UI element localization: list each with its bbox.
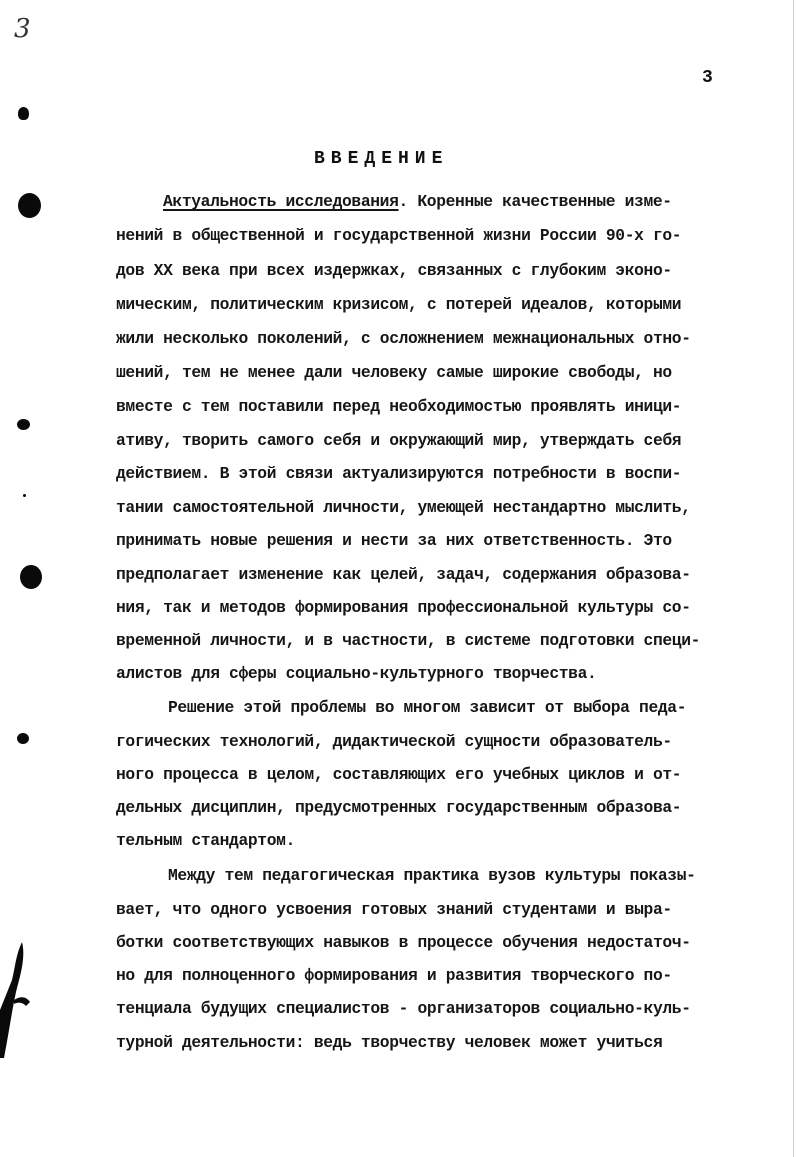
text-line: дельных дисциплин, предусмотренных государственным образова- <box>116 798 682 817</box>
page-edge-line <box>793 0 794 1157</box>
text-line: вместе с тем поставили перед необходимостью проявлять иници- <box>116 397 682 416</box>
text-line: ативу, творить самого себя и окружающий мир, утверждать себя <box>116 431 682 450</box>
binder-hole <box>20 565 42 589</box>
text-line: Между тем педагогическая практика вузов культуры показы- <box>168 866 696 885</box>
text-line: гогических технологий, дидактической сущности образователь- <box>116 732 672 751</box>
text-line: тенциала будущих специалистов - организаторов социально-куль- <box>116 999 691 1018</box>
text-line: тании самостоятельной личности, умеющей нестандартно мыслить, <box>116 498 691 517</box>
text-line: временной личности, и в частности, в системе подготовки специ- <box>116 631 701 650</box>
binder-hole-mark <box>18 107 29 120</box>
text-line: жили несколько поколений, с осложнением межнациональных отно- <box>116 329 691 348</box>
text-line: Актуальность исследования. Коренные качественные изме- <box>163 192 672 211</box>
text-line: мическим, политическим кризисом, с потерей идеалов, которыми <box>116 295 682 314</box>
text-line: действием. В этой связи актуализируются потребности в воспи- <box>116 464 682 483</box>
text-line: предполагает изменение как целей, задач, содержания образова- <box>116 565 691 584</box>
binder-hole-mark <box>17 419 30 430</box>
text-line: тельным стандартом. <box>116 831 295 850</box>
text-line: принимать новые решения и нести за них ответственность. Это <box>116 531 672 550</box>
section-title: ВВЕДЕНИЕ <box>314 149 449 169</box>
text-line: дов XX века при всех издержках, связанных с глубоким эконо- <box>116 261 672 280</box>
handwritten-page-number: 3 <box>14 14 31 44</box>
emphasized-heading: Актуальность исследования <box>163 192 399 211</box>
margin-ink-mark <box>0 940 40 1060</box>
text-line: ного процесса в целом, составляющих его учебных циклов и от- <box>116 765 682 784</box>
text-line: ния, так и методов формирования профессиональной культуры со- <box>116 598 691 617</box>
binder-hole-mark <box>17 733 29 744</box>
text-line: алистов для сферы социально-культурного творчества. <box>116 664 597 683</box>
text-line: Решение этой проблемы во многом зависит от выбора педа- <box>168 698 687 717</box>
text-line: нений в общественной и государственной жизни России 90-х го- <box>116 226 682 245</box>
speck-mark <box>23 494 26 497</box>
binder-hole <box>18 193 41 218</box>
text-line: турной деятельности: ведь творчеству человек может учиться <box>116 1033 663 1052</box>
page-number: 3 <box>702 68 713 88</box>
text-line: но для полноценного формирования и развития творческого по- <box>116 966 672 985</box>
text-line: ботки соответствующих навыков в процессе обучения недостаточ- <box>116 933 691 952</box>
text-line: шений, тем не менее дали человеку самые широкие свободы, но <box>116 363 672 382</box>
text-line: вает, что одного усвоения готовых знаний студентами и выра- <box>116 900 672 919</box>
